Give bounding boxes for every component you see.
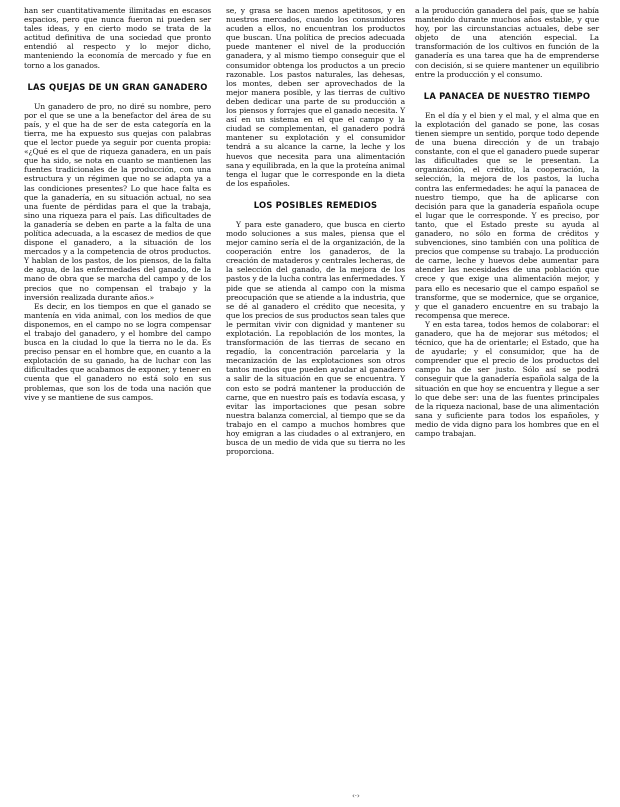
column-1 bbox=[24, 6, 211, 402]
body-paragraph: En el día y el bien y el mal, y el alma que en la explotación del ganado se pone, las cosas tienen siempre un sentido, porque todo depende de una buena dirección y de un trabajo constante, con el que el ganadero puede superar las dificultades que se le presentan. La organización, el crédito, la cooperación, la selección, la mejora de los pastos, la lucha contra las enfermedades: he aquí la panacea de nuestro tiempo, que ha de aplicarse con decisión para que la ganadería española ocupe el lugar que le corresponde. Y es preciso, por tanto, que el Estado preste su ayuda al ganadero, no sólo en forma de créditos y subvenciones, sino también con una política de precios que compense su trabajo. La producción de carne, leche y huevos debe aumentar para atender las necesidades de una población que crece y que exige una alimentación mejor, y para ello es necesario que el campo español se transforme, que se modernice, que se organice, y que el ganadero encuentre en su trabajo la recompensa que merece. bbox=[415, 110, 599, 320]
page-folio: ‹·› bbox=[352, 792, 360, 800]
column-2 bbox=[226, 6, 405, 456]
body-paragraph: Y en esta tarea, todos hemos de colaborar: el ganadero, que ha de mejorar sus métodos; el técnico, que ha de orientarle; el Estado, que ha de ayudarle; y el consumidor, que ha de comprender que el precio de los productos del campo ha de ser justo. Sólo así se podrá conseguir que la ganadería española salga de la situación en que hoy se encuentra y llegue a ser lo que debe ser: una de las fuentes principales de la riqueza nacional, base de una alimentación sana y suficiente para todos los españoles, y medio de vida digno para los hombres que en el campo trabajan. bbox=[415, 319, 599, 439]
body-paragraph: Y para este ganadero, que busca en cierto modo soluciones a sus males, piensa que el mejor camino sería el de la organización, de la cooperación entre los ganaderos, de la creación de mataderos y centrales lecheras, de la selección del ganado, de la mejora de los pastos y de la lucha contra las enfermedades. Y pide que se atienda al campo con la misma preocupación que se atiende a la industria, que se dé al ganadero el crédito que necesita, y que los precios de sus productos sean tales que le permitan vivir con dignidad y mantener su explotación. La repoblación de los montes, la transformación de las tierras de secano en regadío, la concentración parcelaria y la mecanización de las explotaciones son otros tantos medios que pueden ayudar al ganadero a salir de la situación en que se encuentra. Y con esto se podrá mantener la producción de carne, que en nuestro país es todavía escasa, y evitar las importaciones que pesan sobre nuestra balanza comercial, al tiempo que se da trabajo en el campo a muchos hombres que hoy emigran a las ciudades o al extranjero, en busca de un medio de vida que su tierra no les proporciona. bbox=[226, 219, 405, 457]
body-paragraph: se, y grasa se hacen menos apetitosos, y en nuestros mercados, cuando los consumidores acuden a ellos, no encuentran los productos que buscan. Una política de precios adecuada puede mantener el nivel de la producción ganadera, y al mismo tiempo conseguir que el consumidor obtenga los productos a un precio razonable. Los pastos naturales, las dehesas, los montes, deben ser aprovechados de la mejor manera posible, y las tierras de cultivo deben dedicar una parte de su producción a los piensos y forrajes que el ganado necesita. Y así en un sistema en el que el campo y la ciudad se complementan, el ganadero podrá mantener su explotación y el consumidor tendrá a su alcance la carne, la leche y los huevos que necesita para una alimentación sana y equilibrada, en la que la proteína animal tenga el lugar que le corresponde en la dieta de los españoles. bbox=[226, 6, 405, 188]
column-3 bbox=[415, 6, 599, 438]
body-paragraph: a la producción ganadera del país, que se había mantenido durante muchos años estable, y que hoy, por las circunstancias actuales, debe ser objeto de una atención especial. La transformación de los cultivos en función de la ganadería es una tarea que ha de emprenderse con decisión, si se quiere mantener un equilibrio entre la producción y el consumo. bbox=[415, 6, 599, 79]
section-heading: LAS QUEJAS DE UN GRAN GANADERO bbox=[27, 81, 208, 92]
section-heading: LOS POSIBLES REMEDIOS bbox=[253, 199, 378, 210]
body-paragraph: Es decir, en los tiempos en que el ganado se mantenía en vida animal, con los medios de que disponemos, en el campo no se logra compensar el trabajo del ganadero, y el hombre del campo busca en la ciudad lo que la tierra no le da. Es preciso pensar en el hombre que, en cuanto a la explotación de su ganado, ha de luchar con las dificultades que acabamos de exponer, y tener en cuenta que el ganadero no está solo en sus problemas, que son los de toda una nación que vive y se mantiene de sus campos. bbox=[24, 301, 211, 402]
body-paragraph: Un ganadero de pro, no diré su nombre, pero por el que se une a la benefactor del área de su país, y el que ha de ser de esta categoría en la tierra, me ha expuesto sus quejas con palabras que el lector puede ya seguir por cuenta propia: «¿Qué es el que de riqueza ganadera, en un país que ha sido, se nota en cuanto se mantienen las fuentes tradicionales de la producción, con una estructura y un régimen que no se adapta ya a las condiciones presentes? Lo que hace falta es que la ganadería, en su situación actual, no sea una fuente de pérdidas para el que la trabaja, sino una riqueza para el país. Las dificultades de la ganadería se deben en parte a la falta de una política adecuada, a la escasez de medios de que dispone el ganadero, a la situación de los mercados y a la competencia de otros productos. Y hablan de los pastos, de los piensos, de la falta de agua, de las enfermedades del ganado, de la mano de obra que se marcha del campo y de los precios que no compensan el trabajo y la inversión realizada durante años.» bbox=[24, 101, 211, 302]
body-paragraph: han ser cuantitativamente ilimitadas en escasos espacios, pero que nunca fueron ni pueden ser tales ideas, y en cierto modo se trata de la actitud definitiva de una sociedad que pronto entendió al respecto y lo mejor dicho, manteniendo la economía de mercado y fue en torno a los ganados. bbox=[24, 6, 211, 70]
section-heading: LA PANACEA DE NUESTRO TIEMPO bbox=[423, 90, 591, 101]
